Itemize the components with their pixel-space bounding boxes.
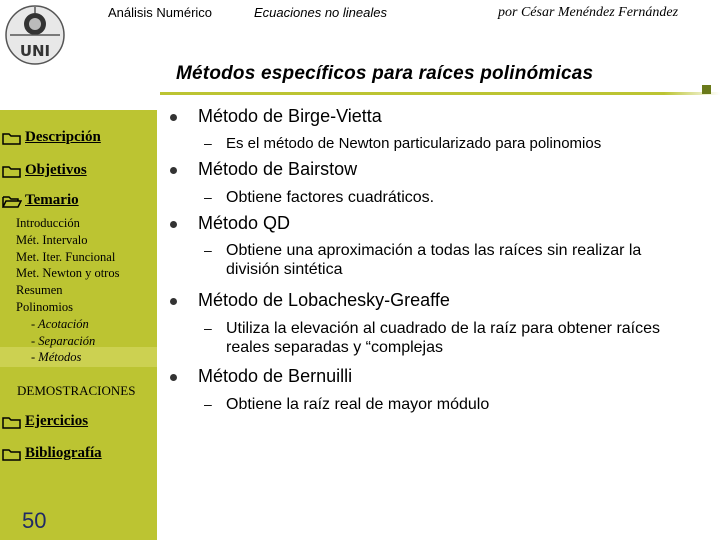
folder-icon: [2, 415, 22, 429]
nav-link-ejercicios[interactable]: [2, 413, 88, 430]
method-detail-text: Utiliza la elevación al cuadrado de la raíz para obtener raíces reales separadas y “complejas: [226, 320, 661, 356]
nav-link-label: Bibliografía: [25, 445, 102, 461]
nav-link-label: Ejercicios: [25, 413, 89, 429]
bullet-dot-icon: [170, 114, 177, 121]
university-logo: [4, 4, 66, 66]
method-detail-text: Es el método de Newton particularizado para polinomios: [226, 135, 602, 152]
temario-subitem[interactable]: - Acotación: [31, 316, 89, 331]
dash-icon: –: [204, 396, 212, 412]
logo-text: UNI: [19, 42, 51, 60]
method-detail-text: Obtiene una aproximación a todas las raíces sin realizar la división sintética: [226, 242, 642, 278]
method-detail: [204, 395, 704, 414]
temario-item[interactable]: Resumen: [16, 283, 63, 298]
method-item: [170, 290, 450, 311]
nav-link-label: Temario: [25, 192, 79, 208]
demostraciones-link[interactable]: DEMOSTRACIONES: [17, 383, 136, 398]
method-item: [170, 366, 352, 387]
bullet-dot-icon: [170, 167, 177, 174]
nav-link-label: Descripción: [25, 129, 101, 145]
method-name: Método de Bernuilli: [198, 366, 353, 386]
header-author: por César Menéndez Fernández: [498, 5, 679, 20]
dash-icon: –: [204, 135, 212, 151]
temario-item[interactable]: Mét. Intervalo: [16, 232, 88, 247]
open-folder-icon: [2, 194, 22, 208]
dash-icon: –: [204, 320, 212, 336]
method-item: [170, 213, 290, 234]
method-detail-text: Obtiene factores cuadráticos.: [226, 189, 435, 206]
temario-item[interactable]: Introducción: [16, 216, 80, 230]
header-topic: Ecuaciones no lineales: [254, 5, 387, 20]
nav-link-temario[interactable]: [2, 192, 79, 209]
method-detail: [204, 241, 684, 279]
title-underline: [160, 92, 720, 95]
page-title: Métodos específicos para raíces polinómicas: [176, 63, 594, 84]
nav-link-descripcion[interactable]: [2, 129, 101, 146]
folder-icon: [2, 164, 22, 178]
dash-icon: –: [204, 242, 212, 258]
nav-link-bibliografia[interactable]: [2, 445, 102, 462]
temario-item[interactable]: Met. Newton y otros: [16, 266, 120, 281]
method-name: Método de Lobachesky-Greaffe: [198, 290, 450, 310]
method-name: Método de Bairstow: [198, 159, 358, 179]
folder-icon: [2, 131, 22, 145]
bullet-dot-icon: [170, 221, 177, 228]
method-name: Método de Birge-Vietta: [198, 106, 382, 126]
method-detail: [204, 319, 684, 357]
page-number: 50: [22, 508, 47, 533]
bullet-dot-icon: [170, 298, 177, 305]
temario-subitem[interactable]: - Separación: [31, 333, 96, 348]
nav-link-objetivos[interactable]: [2, 162, 87, 179]
method-name: Método QD: [198, 213, 291, 233]
temario-item[interactable]: Met. Iter. Funcional: [16, 249, 116, 264]
header-course: Análisis Numérico: [108, 5, 213, 20]
bullet-dot-icon: [170, 374, 177, 381]
title-marker: [702, 85, 711, 94]
method-item: [170, 159, 357, 180]
temario-list: [16, 215, 119, 366]
method-detail: [204, 188, 704, 207]
dash-icon: –: [204, 189, 212, 205]
folder-icon: [2, 447, 22, 461]
method-detail-text: Obtiene la raíz real de mayor módulo: [226, 396, 490, 413]
method-item: [170, 106, 382, 127]
nav-link-label: Objetivos: [25, 162, 87, 178]
temario-item[interactable]: Polinomios: [16, 299, 73, 314]
method-detail: [204, 134, 704, 153]
temario-subitem-current[interactable]: - Métodos: [31, 350, 82, 365]
